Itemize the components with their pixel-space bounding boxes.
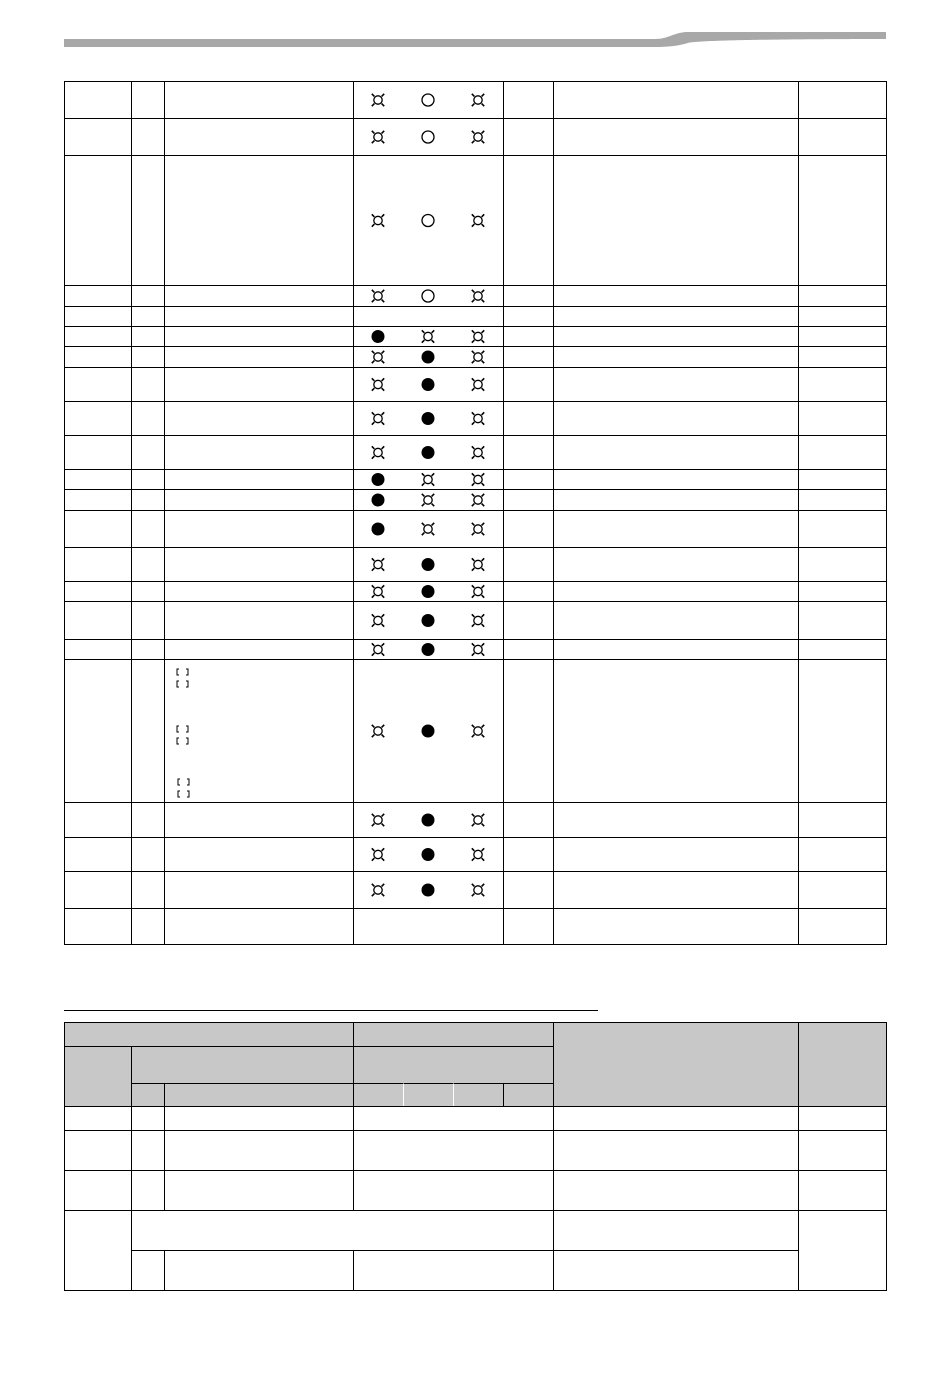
blinking-led-icon	[472, 412, 484, 424]
led-on-icon	[422, 378, 435, 391]
blinking-led-icon	[472, 330, 484, 342]
led-on-icon	[422, 412, 435, 425]
led-off-icon	[422, 131, 434, 143]
blinking-led-icon	[472, 131, 484, 143]
blinking-led-icon	[372, 884, 384, 896]
blinking-led-icon	[472, 814, 484, 826]
bracket-marks	[177, 669, 189, 797]
header-bar	[64, 32, 886, 47]
blinking-led-icon	[372, 94, 384, 106]
blinking-led-icon	[472, 585, 484, 597]
led-on-icon	[372, 330, 385, 343]
led-on-icon	[422, 848, 435, 861]
blinking-led-icon	[372, 446, 384, 458]
check-code-table	[65, 82, 887, 945]
blinking-led-icon	[472, 523, 484, 535]
blinking-led-icon	[372, 725, 384, 737]
blinking-led-icon	[372, 814, 384, 826]
blinking-led-icon	[472, 558, 484, 570]
led-on-icon	[422, 558, 435, 571]
led-on-icon	[422, 643, 435, 656]
blinking-led-icon	[372, 614, 384, 626]
blinking-led-icon	[472, 214, 484, 226]
blinking-led-icon	[372, 558, 384, 570]
blinking-led-icon	[372, 412, 384, 424]
blinking-led-icon	[472, 290, 484, 302]
led-off-icon	[422, 94, 434, 106]
led-indicators	[372, 94, 485, 897]
led-on-icon	[372, 473, 385, 486]
blinking-led-icon	[472, 378, 484, 390]
blinking-led-icon	[472, 473, 484, 485]
led-on-icon	[372, 523, 385, 536]
led-off-icon	[422, 290, 434, 302]
blinking-led-icon	[372, 290, 384, 302]
led-off-icon	[422, 215, 434, 227]
led-on-icon	[422, 614, 435, 627]
blinking-led-icon	[472, 494, 484, 506]
blinking-led-icon	[422, 330, 434, 342]
blinking-led-icon	[472, 884, 484, 896]
blinking-led-icon	[472, 848, 484, 860]
second-table	[65, 1023, 887, 1291]
blinking-led-icon	[472, 725, 484, 737]
blinking-led-icon	[472, 614, 484, 626]
blinking-led-icon	[422, 523, 434, 535]
led-on-icon	[422, 725, 435, 738]
blinking-led-icon	[372, 585, 384, 597]
blinking-led-icon	[372, 643, 384, 655]
blinking-led-icon	[372, 131, 384, 143]
blinking-led-icon	[372, 351, 384, 363]
blinking-led-icon	[372, 214, 384, 226]
blinking-led-icon	[372, 848, 384, 860]
led-on-icon	[422, 884, 435, 897]
blinking-led-icon	[472, 643, 484, 655]
led-on-icon	[422, 814, 435, 827]
led-on-icon	[422, 446, 435, 459]
blinking-led-icon	[372, 378, 384, 390]
blinking-led-icon	[472, 94, 484, 106]
led-on-icon	[422, 585, 435, 598]
blinking-led-icon	[422, 473, 434, 485]
blinking-led-icon	[472, 446, 484, 458]
blinking-led-icon	[472, 351, 484, 363]
led-on-icon	[422, 351, 435, 364]
led-on-icon	[372, 494, 385, 507]
blinking-led-icon	[422, 494, 434, 506]
